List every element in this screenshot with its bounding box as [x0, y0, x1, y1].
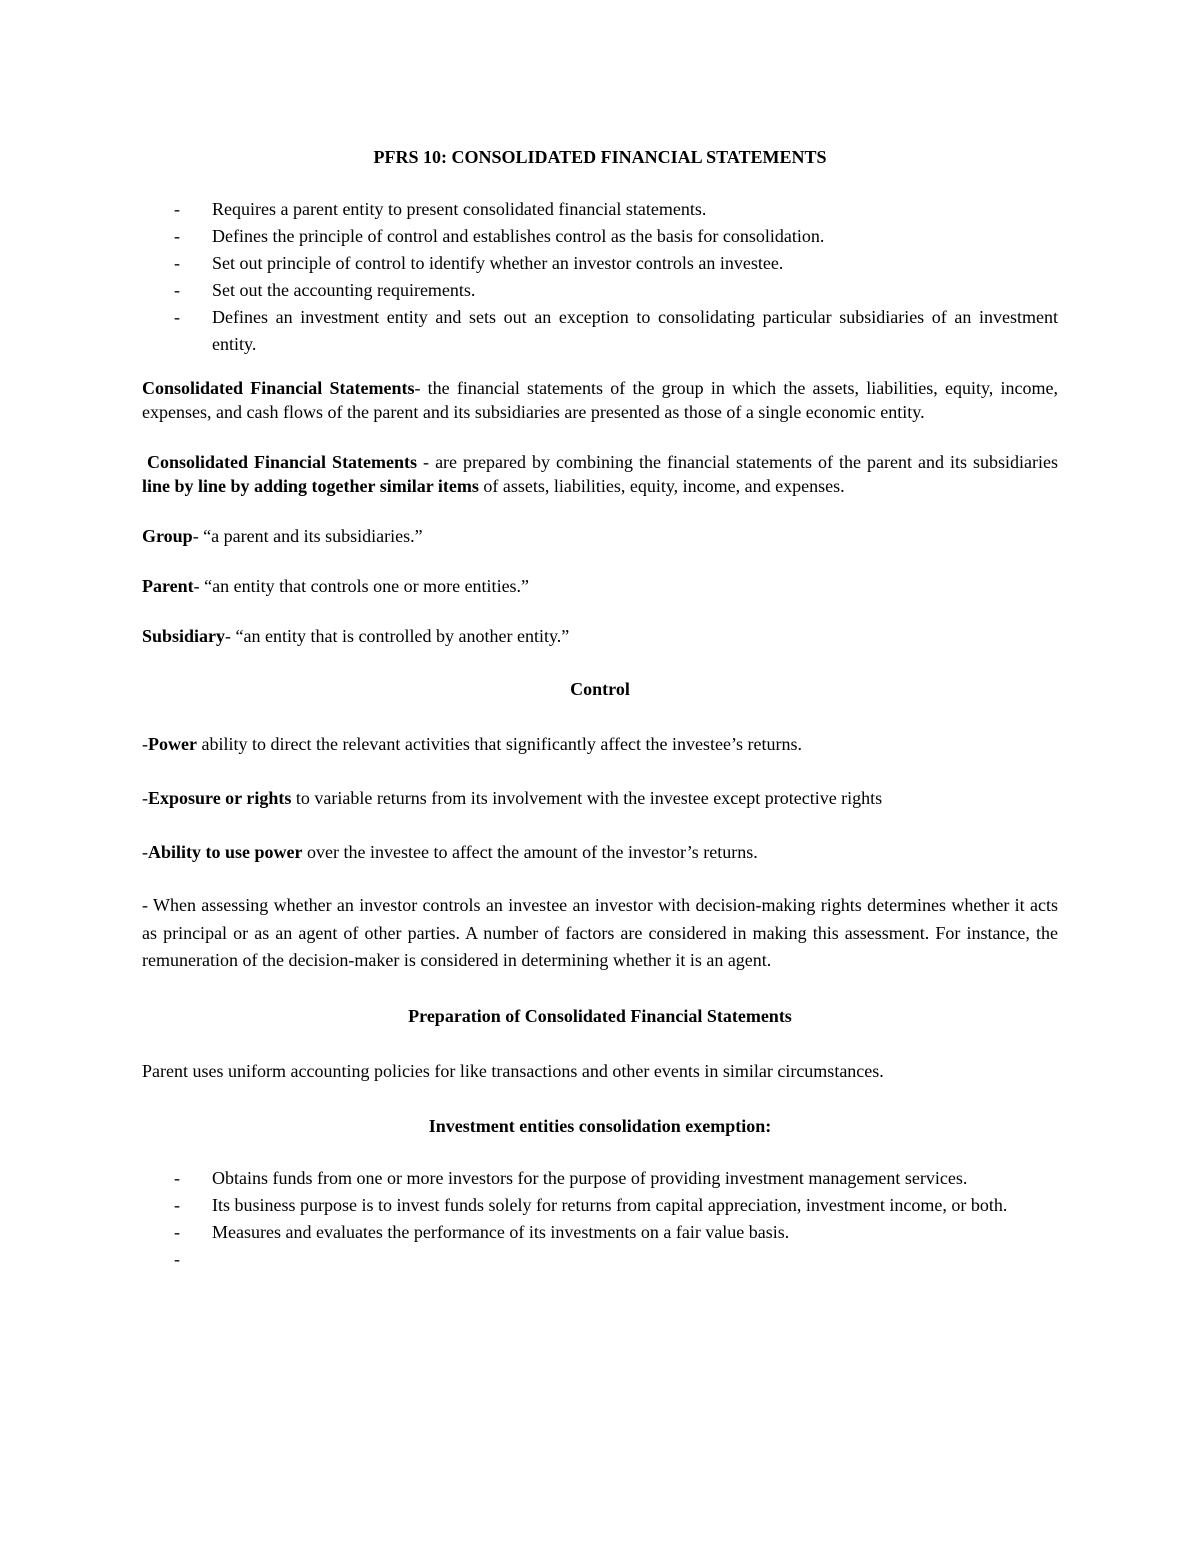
control-item-power: -Power ability to direct the relevant activities that significantly affect the investee’s returns. — [142, 734, 802, 754]
definition-text: - are prepared by combining the financial statements of the parent and its subsidiaries — [417, 452, 1059, 472]
term: Exposure or rights — [148, 788, 292, 808]
list-item: - Defines an investment entity and sets out an exception to consolidating particular subsidiaries of an investment entity. — [142, 304, 1058, 358]
subsidiary-definition — [142, 624, 1058, 648]
emphasis: line by line by adding together similar items — [142, 476, 479, 496]
definition-text: - “an entity that controls one or more entities.” — [193, 576, 530, 596]
term: Power — [148, 734, 197, 754]
control-heading: Control — [570, 679, 630, 699]
term: Consolidated Financial Statements — [147, 452, 418, 472]
definition-text: over the investee to affect the amount of the investor’s returns. — [302, 842, 758, 862]
term: Consolidated Financial Statements — [142, 378, 415, 398]
preparation-text: Parent uses uniform accounting policies for like transactions and other events in similar circumstances. — [142, 1060, 884, 1081]
preparation-heading: Preparation of Consolidated Financial Statements — [408, 1005, 792, 1026]
term: Ability to use power — [148, 842, 303, 862]
document-title: PFRS 10: CONSOLIDATED FINANCIAL STATEMENTS — [373, 147, 827, 167]
parent-definition — [142, 574, 1058, 598]
term: Subsidiary — [142, 626, 226, 646]
list-item: - Defines the principle of control and establishes control as the basis for consolidation. — [142, 223, 1058, 250]
document-page — [142, 142, 1058, 1273]
cfs-definition-2 — [142, 450, 1058, 498]
list-item — [142, 1246, 1058, 1273]
intro-bullet-list — [142, 196, 1058, 358]
list-item: - Set out the accounting requirements. — [142, 277, 1058, 304]
control-item-exposure: -Exposure or rights to variable returns from its involvement with the investee except protective rights — [142, 788, 883, 808]
term: Parent — [142, 576, 194, 596]
cfs-definition-1 — [142, 376, 1058, 424]
group-definition — [142, 524, 1058, 548]
list-item: - Measures and evaluates the performance of its investments on a fair value basis. — [142, 1219, 1058, 1246]
definition-text: - “an entity that is controlled by another entity.” — [225, 626, 570, 646]
list-item: - Requires a parent entity to present consolidated financial statements. — [142, 196, 1058, 223]
definition-text: - the financial statements of the group in which the assets, liabilities, equity, income, expenses, and cash flows of the parent and its subsidiaries are presented as those of a single economic entity. — [142, 378, 1058, 422]
definition-text: ability to direct the relevant activities that significantly affect the investee’s returns. — [196, 734, 802, 754]
definition-text: of assets, liabilities, equity, income, and expenses. — [478, 476, 845, 496]
exemption-bullet-list — [142, 1165, 1058, 1273]
list-item: - Its business purpose is to invest funds solely for returns from capital appreciation, investment income, or both. — [142, 1192, 1058, 1219]
list-item: - Set out principle of control to identify whether an investor controls an investee. — [142, 250, 1058, 277]
exemption-heading: Investment entities consolidation exemption: — [428, 1115, 772, 1136]
definition-text: to variable returns from its involvement with the investee except protective rights — [291, 788, 883, 808]
list-item: - Obtains funds from one or more investors for the purpose of providing investment management services. — [142, 1165, 1058, 1192]
definition-text: - “a parent and its subsidiaries.” — [192, 526, 423, 546]
control-item-ability: -Ability to use power over the investee to affect the amount of the investor’s returns. — [142, 842, 758, 862]
term: Group — [142, 526, 193, 546]
control-note: - When assessing whether an investor controls an investee an investor with decision-making rights determines whether it acts as principal or as an agent of other parties. A number of factors are considered in making this assessment. For instance, the remuneration of the decision-maker is considered in determining whether it is an agent. — [142, 895, 1058, 970]
